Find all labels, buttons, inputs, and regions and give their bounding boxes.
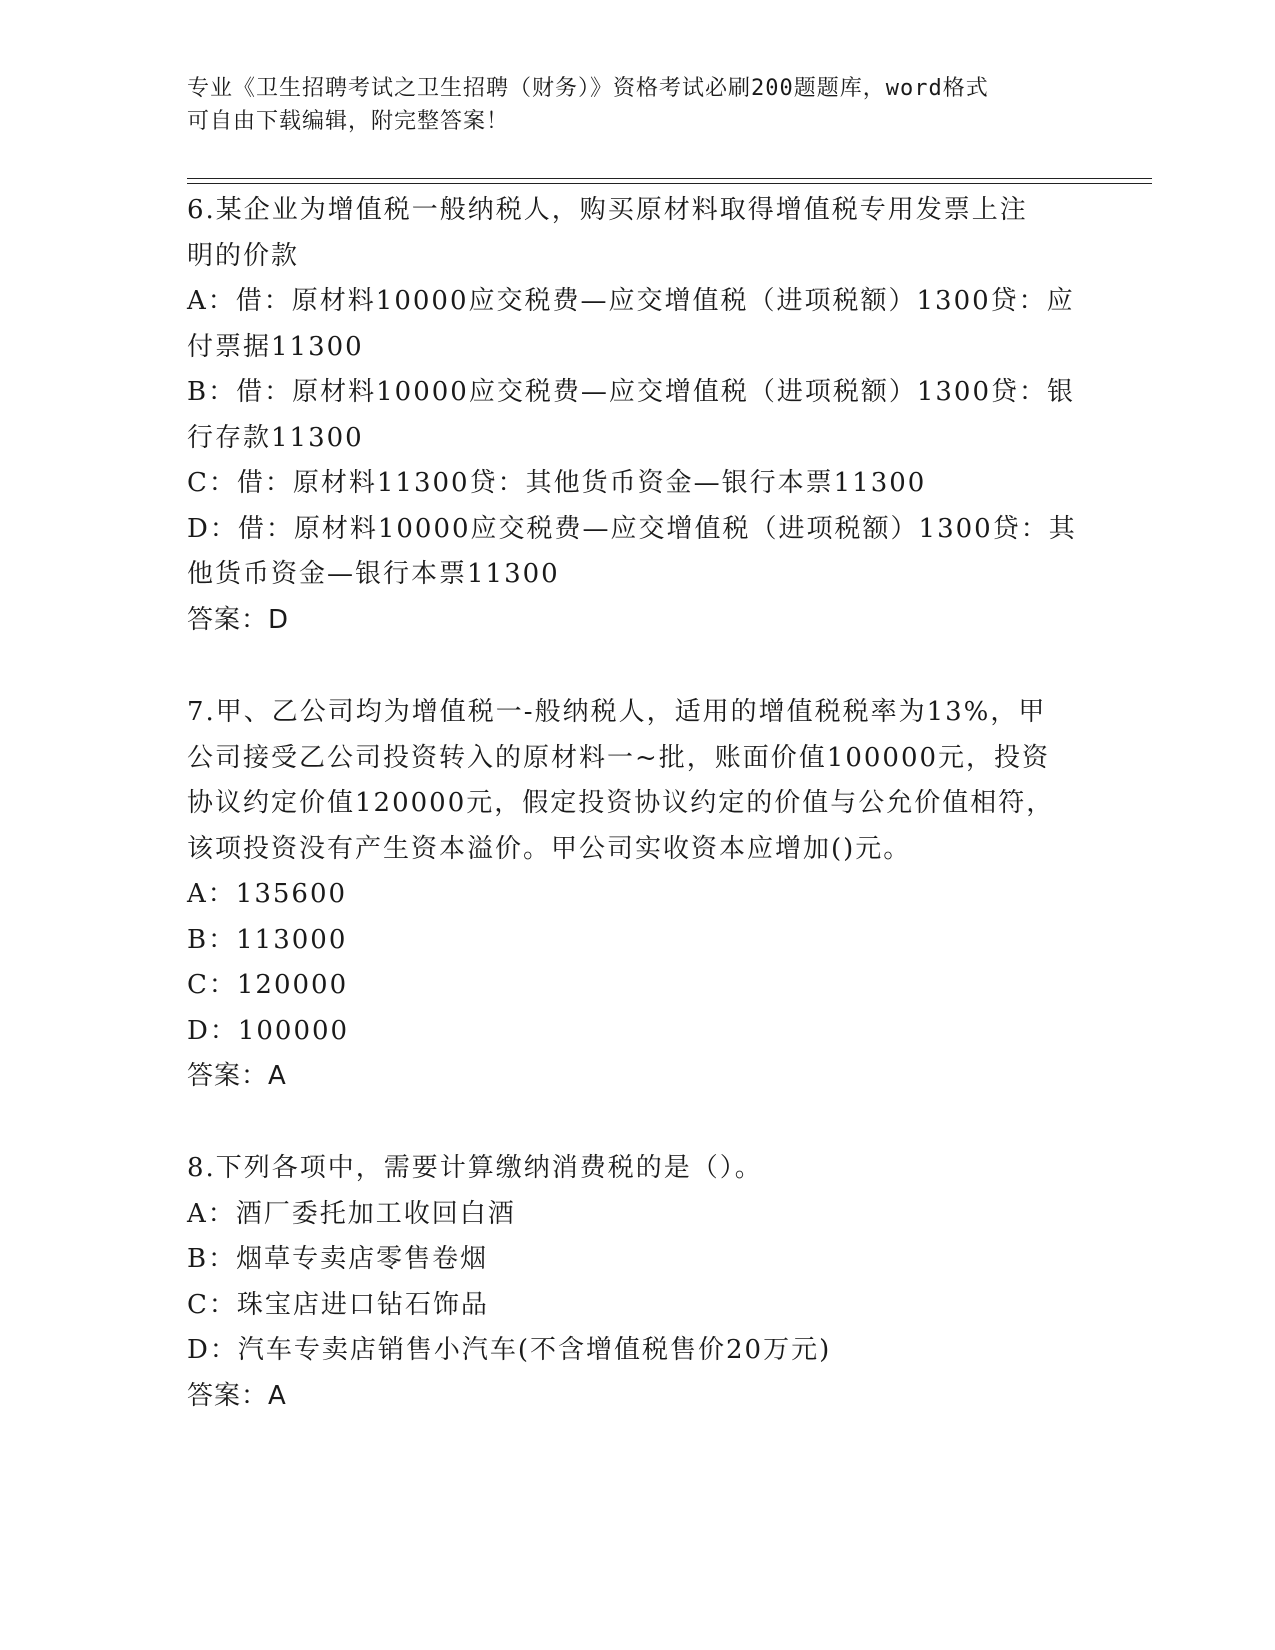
option-b: B：烟草专卖店零售卷烟: [187, 1244, 489, 1274]
option-a-continued: 付票据11300: [187, 331, 364, 362]
question-stem-line: 6.某企业为增值税一般纳税人，购买原材料取得增值税专用发票上注: [187, 195, 1028, 225]
header-divider: [187, 183, 1152, 184]
question-8: [187, 1146, 1087, 1419]
answer-line: 答案：D: [187, 604, 290, 635]
option-b: B：借：原材料10000应交税费—应交增值税（进项税额）1300贷：银: [187, 377, 1075, 407]
option-c: C：珠宝店进口钻石饰品: [187, 1289, 489, 1320]
option-d-continued: 他货币资金—银行本票11300: [187, 559, 560, 589]
question-stem-line: 7.甲、乙公司均为增值税一-般纳税人，适用的增值税税率为13%，甲: [187, 697, 1047, 727]
document-header: [187, 72, 1087, 138]
option-d: D：借：原材料10000应交税费—应交增值税（进项税额）1300贷：其: [187, 513, 1077, 544]
option-c: C：120000: [187, 970, 349, 1000]
question-stem-line: 该项投资没有产生资本溢价。甲公司实收资本应增加()元。: [187, 833, 912, 864]
option-b-continued: 行存款11300: [187, 422, 364, 453]
option-a: A：135600: [187, 879, 348, 909]
question-7: [187, 690, 1087, 1100]
option-c: C：借：原材料11300贷：其他货币资金—银行本票11300: [187, 468, 927, 498]
option-d: D：汽车专卖店销售小汽车(不含增值税售价20万元): [187, 1335, 832, 1365]
question-stem-line: 明的价款: [187, 240, 300, 271]
option-a: A：酒厂委托加工收回白酒: [187, 1198, 516, 1229]
question-6: [187, 188, 1087, 643]
header-line: 专业《卫生招聘考试之卫生招聘（财务）》资格考试必刷200题题库，word格式: [187, 76, 989, 101]
option-d: D：100000: [187, 1015, 350, 1046]
question-stem-line: 公司接受乙公司投资转入的原材料一~批，账面价值100000元，投资: [187, 742, 1051, 773]
header-divider: [187, 178, 1152, 179]
header-line: 可自由下载编辑，附完整答案！: [187, 109, 510, 134]
answer-line: 答案：A: [187, 1061, 287, 1091]
option-a: A：借：原材料10000应交税费—应交增值税（进项税额）1300贷：应: [187, 286, 1075, 316]
answer-line: 答案：A: [187, 1380, 287, 1411]
question-stem-line: 8.下列各项中，需要计算缴纳消费税的是（）。: [187, 1153, 763, 1183]
question-stem-line: 协议约定价值120000元，假定投资协议约定的价值与公允价值相符，: [187, 788, 1055, 818]
option-b: B：113000: [187, 924, 348, 955]
